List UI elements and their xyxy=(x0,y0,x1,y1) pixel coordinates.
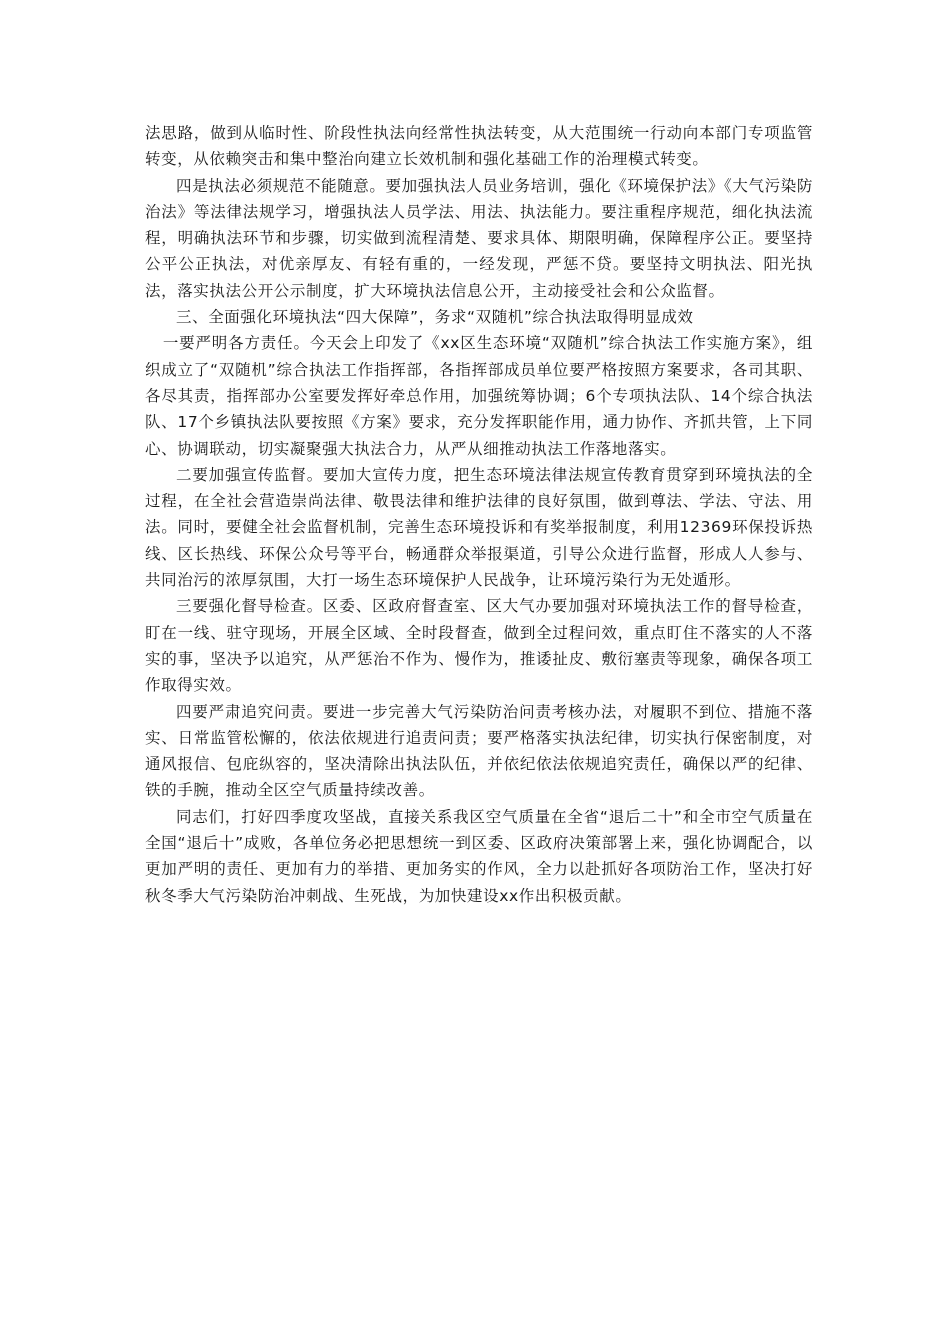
document-body xyxy=(145,120,813,909)
paragraph-accountability: 四要严肃追究问责。要进一步完善大气污染防治问责考核办法，对履职不到位、措施不落实、日常监管松懈的，依法依规进行追责问责；要严格落实执法纪律，切实执行保密制度，对通风报信、包庇纵容的，坚决清除出执法队伍，并依纪依法依规追究责任，确保以严的纪律、铁的手腕，推动全区空气质量持续改善。 xyxy=(145,702,813,800)
paragraph-continuation: 法思路，做到从临时性、阶段性执法向经常性执法转变，从大范围统一行动向本部门专项监管转变，从依赖突击和集中整治向建立长效机制和强化基础工作的治理模式转变。 xyxy=(145,124,813,169)
paragraph-responsibilities: 一要严明各方责任。今天会上印发了《xx区生态环境“双随机”综合执法工作实施方案》，组织成立了“双随机”综合执法工作指挥部，各指挥部成员单位要严格按照方案要求，各司其职、各尽其责，指挥部办公室要发挥好牵总作用，加强统筹协调；6个专项执法队、14个综合执法队、17个乡镇执法队要按照《方案》要求，充分发挥职能作用，通力协作、齐抓共管，上下同心、协调联动，切实凝聚强大执法合力，从严从细推动执法工作落地落实。 xyxy=(145,334,813,458)
paragraph-closing: 同志们，打好四季度攻坚战，直接关系我区空气质量在全省“退后二十”和全市空气质量在全国“退后十”成败，各单位务必把思想统一到区委、区政府决策部署上来，强化协调配合，以更加严明的责任、更加有力的举措、更加务实的作风，全力以赴抓好各项防治工作，坚决打好秋冬季大气污染防治冲刺战、生死战，为加快建设xx作出积极贡献。 xyxy=(145,807,813,905)
paragraph-publicity-supervision: 二要加强宣传监督。要加大宣传力度，把生态环境法律法规宣传教育贯穿到环境执法的全过程，在全社会营造崇尚法律、敬畏法律和维护法律的良好氛围，做到尊法、学法、守法、用法。同时，要健全社会监督机制，完善生态环境投诉和有奖举报制度，利用12369环保投诉热线、区长热线、环保公众号等平台，畅通群众举报渠道，引导公众进行监督，形成人人参与、共同治污的浓厚氛围，大打一场生态环境保护人民战争，让环境污染行为无处遁形。 xyxy=(145,465,813,590)
paragraph-inspection: 三要强化督导检查。区委、区政府督查室、区大气办要加强对环境执法工作的督导检查，盯在一线、驻守现场，开展全区域、全时段督查，做到全过程问效，重点盯住不落实的人不落实的事，坚决予以追究，从严惩治不作为、慢作为，推诿扯皮、敷衍塞责等现象，确保各项工作取得实效。 xyxy=(145,597,813,695)
paragraph-enforcement-standards: 四是执法必须规范不能随意。要加强执法人员业务培训，强化《环境保护法》《大气污染防治法》等法律法规学习，增强执法人员学法、用法、执法能力。要注重程序规范，细化执法流程，明确执法环节和步骤，切实做到流程清楚、要求具体、期限明确，保障程序公正。要坚持公平公正执法，对优亲厚友、有轻有重的，一经发现，严惩不贷。要坚持文明执法、阳光执法，落实执法公开公示制度，扩大环境执法信息公开，主动接受社会和公众监督。 xyxy=(145,176,813,300)
section-heading-three: 三、全面强化环境执法“四大保障”，务求“双随机”综合执法取得明显成效 xyxy=(176,308,694,327)
